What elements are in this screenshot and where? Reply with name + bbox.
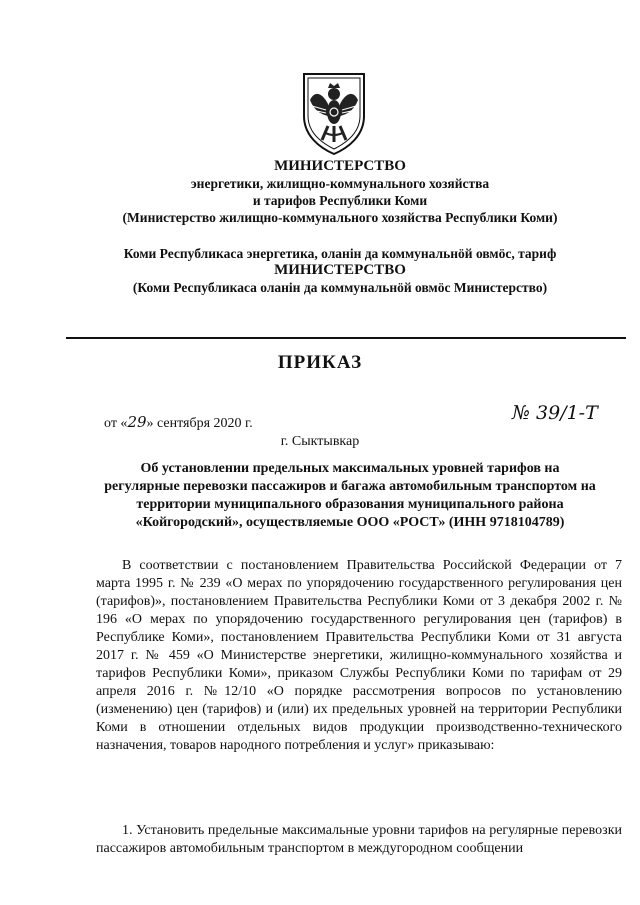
ministry-komi-line1: Коми Республикаса энергетика, оланін да коммунальнӧй овмӧс, тариф [123,246,557,261]
item-1-paragraph: 1. Установить предельные максимальные уровни тарифов на регулярные перевозки пассажиров автомобильным транспортом в междугородном сообщении [96,823,622,856]
document-type: ПРИКАЗ [277,352,363,373]
ministry-title: МИНИСТЕРСТВО [274,158,406,174]
date-day: 29 [127,413,147,431]
ministry-komi-short-name: (Коми Республикаса оланін да коммунальнӧй овмӧс Министерство) [132,280,548,295]
order-title-line3: территории муниципального образования муниципального района [136,497,564,512]
ministry-komi-title: МИНИСТЕРСТВО [274,262,406,278]
date-suffix: » сентября 2020 г. [146,416,253,431]
ministry-subtitle-line2: и тарифов Республики Коми [252,193,428,208]
ministry-subtitle-line1: энергетики, жилищно-коммунального хозяйства [190,176,490,191]
order-preamble [96,557,622,755]
document-number: № 39/1-Т [512,402,598,424]
ministry-short-name: (Министерство жилищно-коммунального хозяйства Республики Коми) [122,210,558,225]
order-title-line2: регулярные перевозки пассажиров и багажа автомобильным транспортом на [104,479,596,494]
preamble-paragraph: В соответствии с постановлением Правительства Российской Федерации от 7 марта 1995 г. № 239 «О мерах по упорядочению государственного регулирования цен (тарифов)», постановлением Правительства Республики Коми от 3 декабря 2002 г. № 196 «О мерах по упорядочению государственного регулирования цен (тарифов) в Республике Коми», постановлением Правительства Республики Коми от 31 августа 2017 г. № 459 «О Министерстве энергетики, жилищно-коммунального хозяйства и тарифов Республики Коми», приказом Службы Республики Коми по тарифам от 29 апреля 2016 г. №12/10 «О порядке рассмотрения вопросов по установлению (изменению) цен (тарифов) и (или) их предельных уровней на территории Республики Коми в отношении отдельных видов продукции производственно-технического назначения, товаров народного потребления и услуг» приказываю: [96,558,622,753]
order-title-line1: Об установлении предельных максимальных уровней тарифов на [140,461,560,476]
header-divider [66,337,626,339]
document-date [104,413,253,432]
order-title-line4: «Койгородский», осуществляемые ООО «РОСТ» (ИНН 9718104789) [135,515,565,530]
document-city: г. Сыктывкар [280,434,360,449]
coat-of-arms-icon [300,70,368,156]
order-item-1 [96,822,622,858]
date-prefix: от « [104,416,128,431]
